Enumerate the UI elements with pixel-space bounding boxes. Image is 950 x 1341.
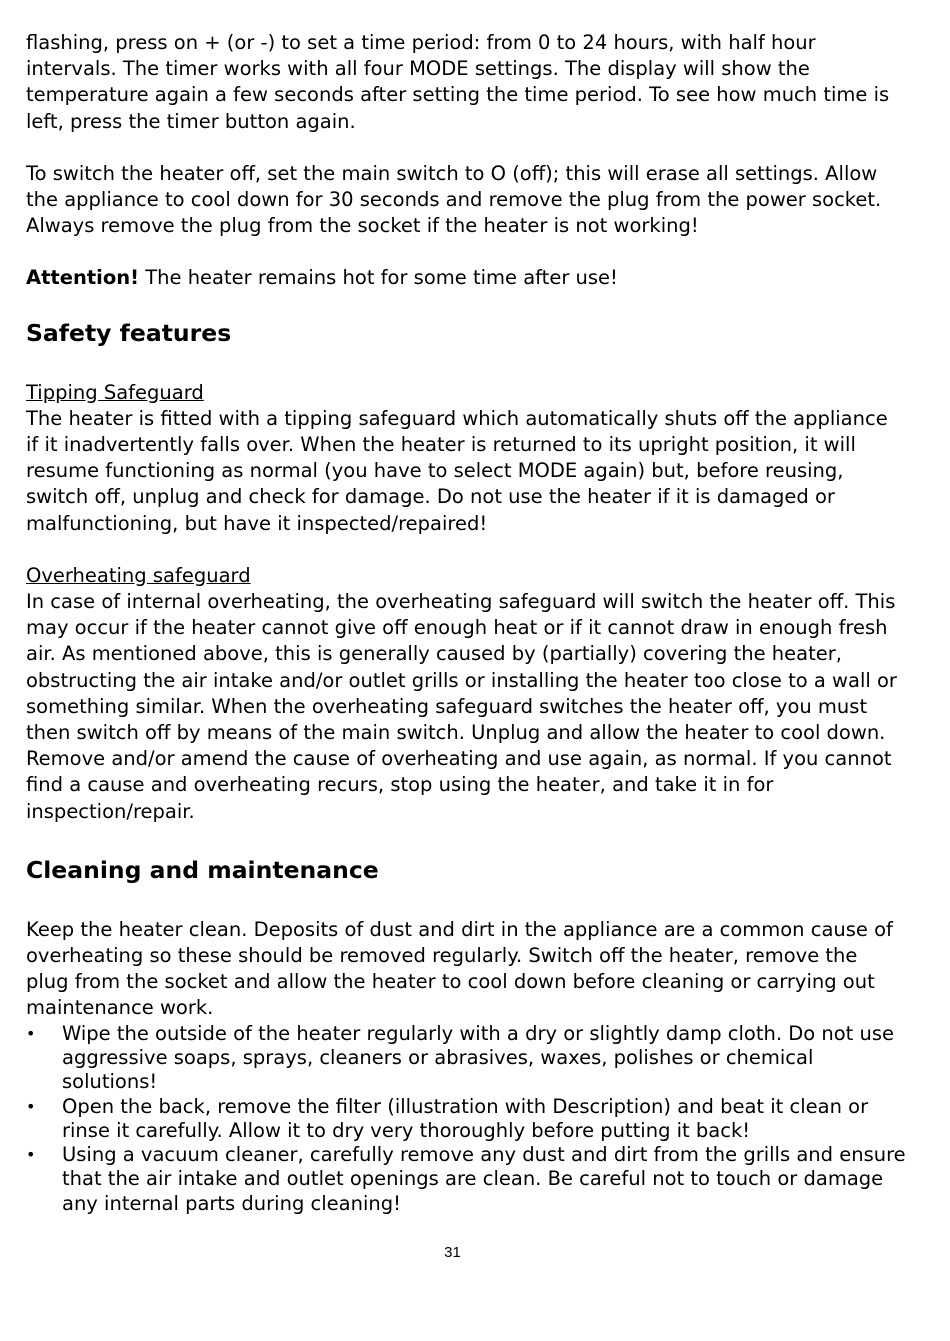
spacer (26, 825, 906, 855)
document-page (26, 30, 906, 1216)
bullet-text: Open the back, remove the filter (illustration with Description) and beat it clean or rinse it carefully. Allow it to dry very thoroughly before putting it back! (62, 1094, 869, 1142)
bullet-symbol: • (26, 1023, 36, 1043)
bullet-text: Wipe the outside of the heater regularly with a dry or slightly damp cloth. Do not use aggressive soaps, sprays, cleaners or abrasives, waxes, polishes or chemical solutions! (62, 1021, 895, 1094)
switch-off-paragraph: To switch the heater off, set the main switch to O (off); this will erase all settings. Allow the appliance to cool down for 30 seconds and remove the plug from the power socket. Always remove the plug from the socket if the heater is not working! (26, 161, 882, 238)
cleaning-bullet-list (26, 1022, 906, 1216)
cleaning-intro: Keep the heater clean. Deposits of dust and dirt in the appliance are a common cause of overheating so these should be removed regularly. Switch off the heater, remove the plug from the socket and allow the heater to cool down before cleaning or carrying out maintenance work. (26, 917, 893, 1020)
bullet-text: Using a vacuum cleaner, carefully remove any dust and dirt from the grills and ensure that the air intake and outlet openings are clean. Be careful not to touch or damage any internal parts during cleaning! (62, 1143, 906, 1215)
tipping-safeguard-title: Tipping Safeguard (26, 380, 204, 404)
spacer (26, 292, 906, 318)
safety-features-heading: Safety features (26, 318, 232, 347)
spacer (26, 135, 906, 161)
spacer (26, 537, 906, 563)
overheating-safeguard-title: Overheating safeguard (26, 563, 251, 587)
spacer (26, 348, 906, 380)
overheating-safeguard-text: In case of internal overheating, the overheating safeguard will switch the heater off. This may occur if the heater cannot give off enough heat or if it cannot draw in enough fresh air. As mentioned above, this is generally caused by (partially) covering the heater, obstructing the air intake and/or outlet grills or installing the heater too close to a wall or something similar. When the overheating safeguard switches the heater off, you must then switch off by means of the main switch. Unplug and allow the heater to cool down. Remove and/or amend the cause of overheating and use again, as normal. If you cannot find a cause and overheating recurs, stop using the heater, and take it in for inspection/repair. (26, 590, 897, 823)
list-item (26, 1095, 906, 1144)
attention-label: Attention! (26, 266, 140, 290)
list-item (26, 1022, 906, 1095)
cleaning-maintenance-heading: Cleaning and maintenance (26, 855, 379, 884)
spacer (26, 239, 906, 265)
timer-paragraph: flashing, press on + (or -) to set a time period: from 0 to 24 hours, with half hour intervals. The timer works with all four MODE settings. The display will show the temperature again a few seconds after setting the time period. To see how much time is left, press the timer button again. (26, 31, 890, 133)
attention-paragraph (26, 265, 906, 291)
bullet-symbol: • (26, 1145, 36, 1165)
page-number: 31 (444, 1244, 461, 1261)
tipping-safeguard-text: The heater is fitted with a tipping safeguard which automatically shuts off the appliance if it inadvertently falls over. When the heater is returned to its upright position, it will resume functioning as normal (you have to select MODE again) but, before reusing, switch off, unplug and check for damage. Do not use the heater if it is damaged or malfunctioning, but have it inspected/repaired! (26, 406, 888, 535)
spacer (26, 885, 906, 917)
attention-text: The heater remains hot for some time after use! (139, 266, 618, 290)
list-item (26, 1143, 906, 1216)
bullet-symbol: • (26, 1096, 36, 1116)
